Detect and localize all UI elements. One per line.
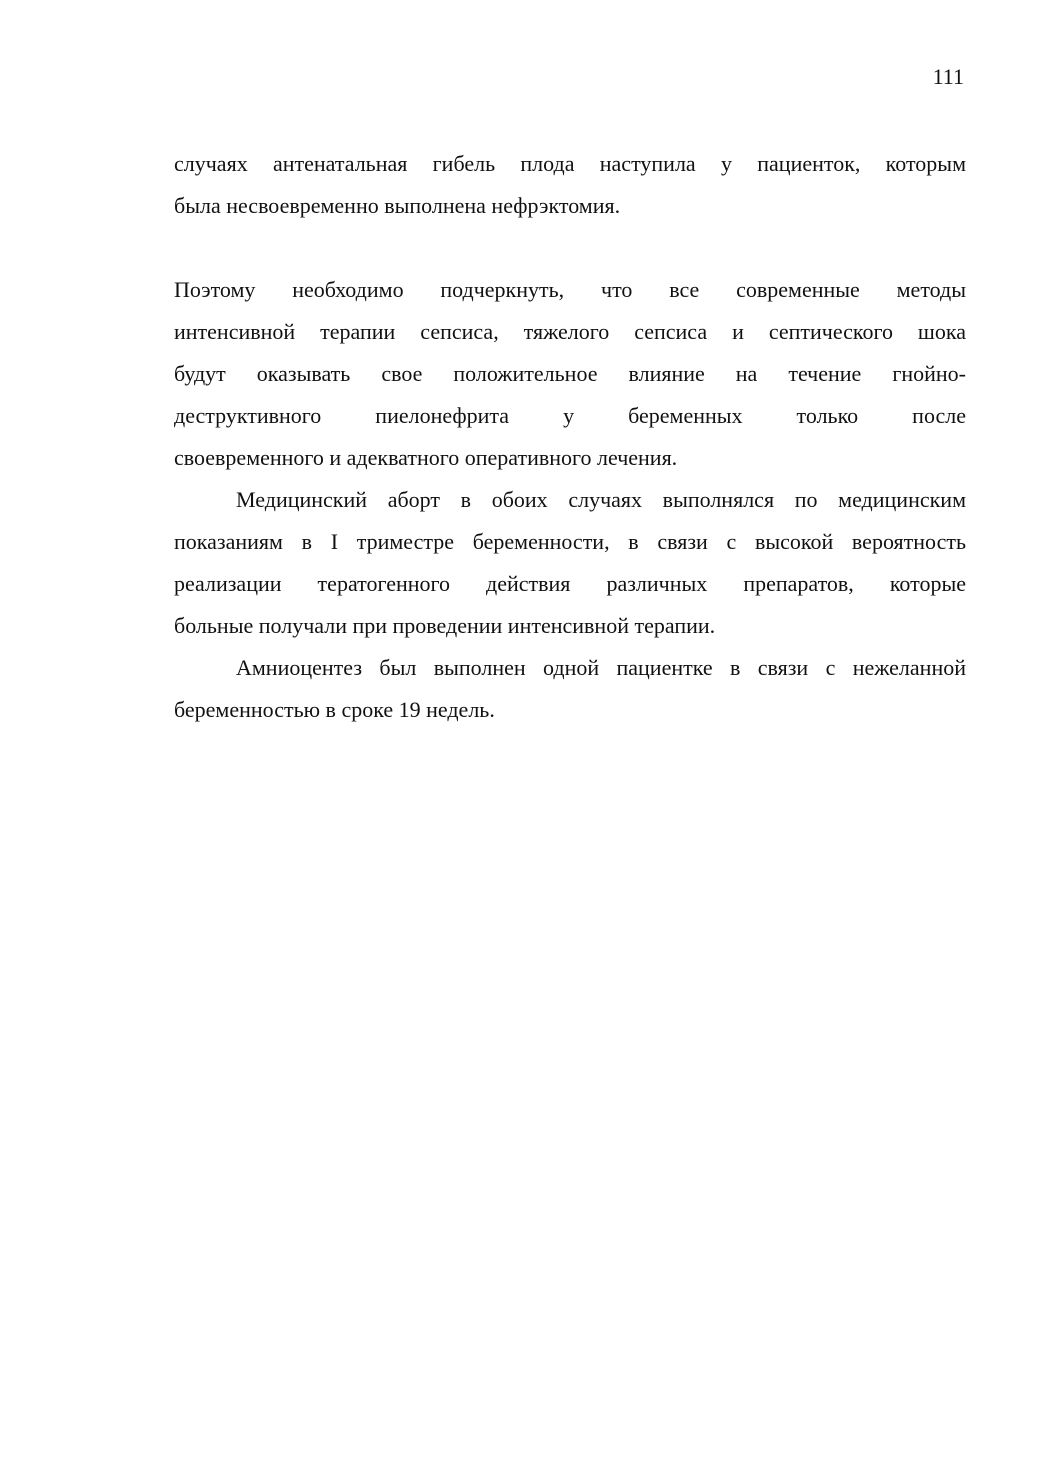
text-line: больные получали при проведении интенсивной терапии. [174, 613, 716, 638]
text-line: была несвоевременно выполнена нефрэктомия. [174, 193, 621, 218]
text-line: Амниоцентез был выполнен одной пациентке в связи с нежеланной [236, 655, 966, 680]
paragraph-1 [174, 143, 966, 227]
paragraph-4 [174, 647, 966, 731]
paragraph-3 [174, 479, 966, 647]
text-line: интенсивной терапии сепсиса, тяжелого сепсиса и септического шока [174, 319, 966, 344]
page-number: 111 [932, 64, 964, 89]
text-line: показаниям в I триместре беременности, в связи с высокой вероятность [174, 529, 966, 554]
text-line: Поэтому необходимо подчеркнуть, что все современные методы [174, 277, 966, 302]
text-line: Медицинский аборт в обоих случаях выполнялся по медицинским [236, 487, 966, 512]
document-body [174, 143, 966, 731]
text-line: беременностью в сроке 19 недель. [174, 697, 495, 722]
paragraph-2 [174, 269, 966, 479]
text-line: деструктивного пиелонефрита у беременных только после [174, 403, 966, 428]
text-line: будут оказывать свое положительное влияние на течение гнойно- [174, 361, 966, 386]
text-line: случаях антенатальная гибель плода наступила у пациенток, которым [174, 151, 966, 176]
text-line: реализации тератогенного действия различных препаратов, которые [174, 571, 966, 596]
text-line: своевременного и адекватного оперативного лечения. [174, 445, 678, 470]
